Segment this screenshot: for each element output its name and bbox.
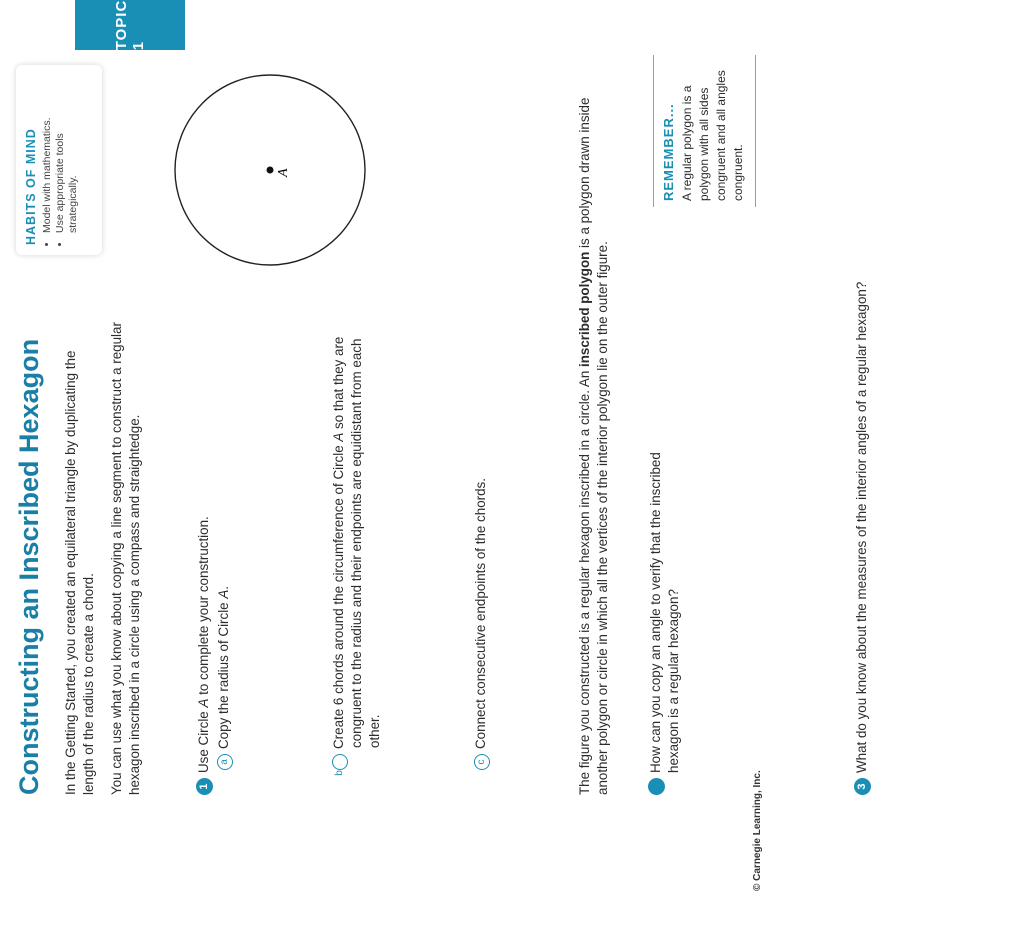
part-b-body: [330, 330, 384, 776]
definition-before: The figure you constructed is a regular hexagon inscribed in a circle. An: [577, 367, 592, 795]
question-1: [195, 275, 213, 795]
question-3: [853, 75, 871, 795]
question-3-text: What do you know about the measures of the interior angles of a regular hexagon?: [854, 281, 869, 773]
question-1b: [330, 330, 384, 776]
question-1-prompt-before: Use Circle: [196, 707, 211, 773]
intro-paragraph-2: You can use what you know about copying a line segment to construct a regular hexagon inscribed in a circle using a compass and straightedge.: [109, 322, 142, 795]
part-a-text-before: Copy the radius of Circle: [216, 598, 231, 749]
part-b-text-var: A: [331, 432, 346, 442]
question-2-text: How can you copy an angle to verify that the inscribed hexagon is a regular hexagon?: [648, 452, 681, 773]
question-1c: [472, 250, 490, 770]
part-a-marker: a: [217, 754, 233, 770]
question-2-number: 2: [648, 778, 665, 795]
part-c-text: Connect consecutive endpoints of the chords.: [473, 478, 488, 749]
question-3-number: 3: [854, 778, 871, 795]
center-label: A: [276, 168, 291, 177]
question-1a: [215, 250, 233, 770]
remember-title: REMEMBER...: [661, 103, 676, 201]
remember-text: A regular polygon is a polygon with all sides congruent and all angles congruent.: [680, 70, 745, 201]
part-b-marker: b: [332, 754, 348, 770]
part-a-text-after: .: [216, 585, 231, 590]
intro-paragraph-1: In the Getting Started, you created an equilateral triangle by duplicating the length of the radius to create a chord.: [63, 350, 96, 795]
center-point-a: [267, 167, 274, 174]
habits-of-mind-box: [16, 65, 102, 255]
question-1-number: 1: [196, 778, 213, 795]
circle-a-diagram: [170, 70, 370, 270]
inscribed-polygon-definition: [576, 75, 612, 795]
habits-of-mind-list: [41, 75, 80, 245]
part-b-text-after: so that they are congruent to the radius and their endpoints are equidistant from each other.: [331, 336, 382, 748]
habit-item: • Model with mathematics.: [41, 75, 54, 233]
definition-term: inscribed polygon: [577, 251, 592, 367]
question-2-body: [647, 405, 683, 801]
definition-after: is a polygon drawn inside another polygon or circle in which all the vertices of the interior polygon lie on the outer figure.: [577, 97, 610, 795]
habit-item: • Use appropriate tools strategically.: [54, 75, 80, 233]
page-title: Constructing an Inscribed Hexagon: [14, 338, 44, 795]
part-c-marker: c: [474, 754, 490, 770]
question-1-prompt-after: to complete your construction.: [196, 516, 211, 699]
part-a-text-var: A: [216, 589, 231, 599]
part-b-text-before: Create 6 chords around the circumference of Circle: [331, 441, 346, 749]
question-2: [647, 405, 683, 801]
copyright: © Carnegie Learning, Inc.: [752, 770, 763, 891]
habits-of-mind-title: HABITS OF MIND: [24, 128, 38, 245]
question-1-prompt-var: A: [196, 698, 211, 708]
topic-badge: TOPIC 1: [75, 0, 185, 50]
remember-box: [653, 55, 756, 207]
